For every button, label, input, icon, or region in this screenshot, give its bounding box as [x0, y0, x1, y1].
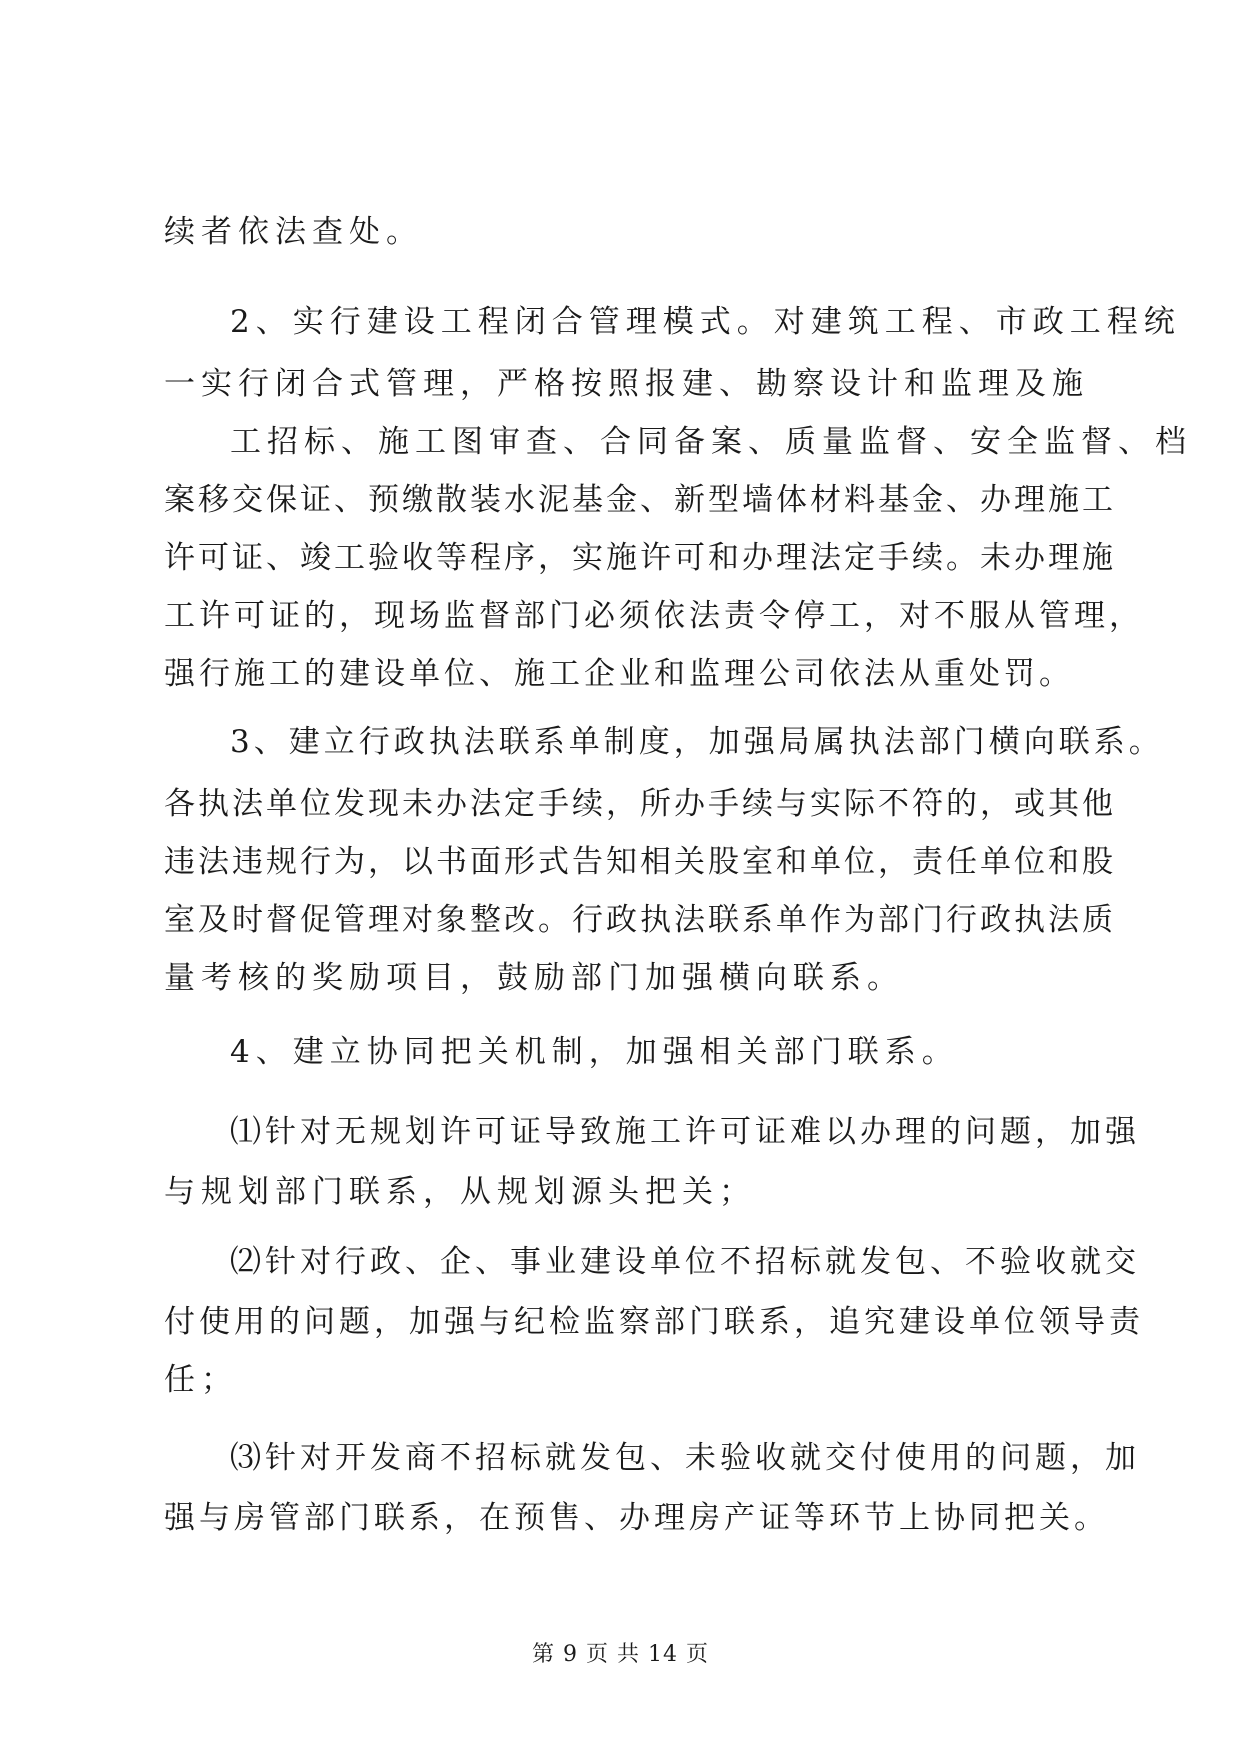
text-line-11: 违法违规行为，以书面形式告知相关股室和单位，责任单位和股: [164, 844, 1116, 880]
text-line-6: 许可证、竣工验收等程序，实施许可和办理法定手续。未办理施: [164, 540, 1116, 576]
text-line-10: 各执法单位发现未办法定手续，所办手续与实际不符的，或其他: [164, 786, 1116, 822]
text-line-15: ⑴针对无规划许可证导致施工许可证难以办理的问题，加强: [230, 1114, 1140, 1150]
text-line-4: 工招标、施工图审查、合同备案、质量监督、安全监督、档: [230, 424, 1192, 460]
text-line-14: 4、建立协同把关机制，加强相关部门联系。: [230, 1034, 959, 1070]
text-line-17: ⑵针对行政、企、事业建设单位不招标就发包、不验收就交: [230, 1244, 1140, 1280]
text-line-5: 案移交保证、预缴散装水泥基金、新型墙体材料基金、办理施工: [164, 482, 1116, 518]
text-line-13: 量考核的奖励项目，鼓励部门加强横向联系。: [164, 960, 904, 996]
text-line-8: 强行施工的建设单位、施工企业和监理公司依法从重处罚。: [164, 656, 1074, 692]
text-line-19: 任；: [164, 1362, 238, 1398]
text-line-1: 续者依法查处。: [164, 214, 423, 250]
text-line-18: 付使用的问题，加强与纪检监察部门联系，追究建设单位领导责: [164, 1304, 1144, 1340]
text-line-2: 2、实行建设工程闭合管理模式。对建筑工程、市政工程统: [230, 304, 1181, 340]
text-line-21: 强与房管部门联系，在预售、办理房产证等环节上协同把关。: [164, 1500, 1109, 1536]
page-number-footer: 第 9 页 共 14 页: [532, 1642, 709, 1667]
text-line-3: 一实行闭合式管理，严格按照报建、勘察设计和监理及施: [164, 366, 1089, 402]
text-line-9: 3、建立行政执法联系单制度，加强局属执法部门横向联系。: [230, 724, 1164, 760]
text-line-20: ⑶针对开发商不招标就发包、未验收就交付使用的问题，加: [230, 1440, 1140, 1476]
text-line-7: 工许可证的，现场监督部门必须依法责令停工，对不服从管理，: [164, 598, 1144, 634]
text-line-16: 与规划部门联系，从规划源头把关；: [164, 1174, 756, 1210]
text-line-12: 室及时督促管理对象整改。行政执法联系单作为部门行政执法质: [164, 902, 1116, 938]
